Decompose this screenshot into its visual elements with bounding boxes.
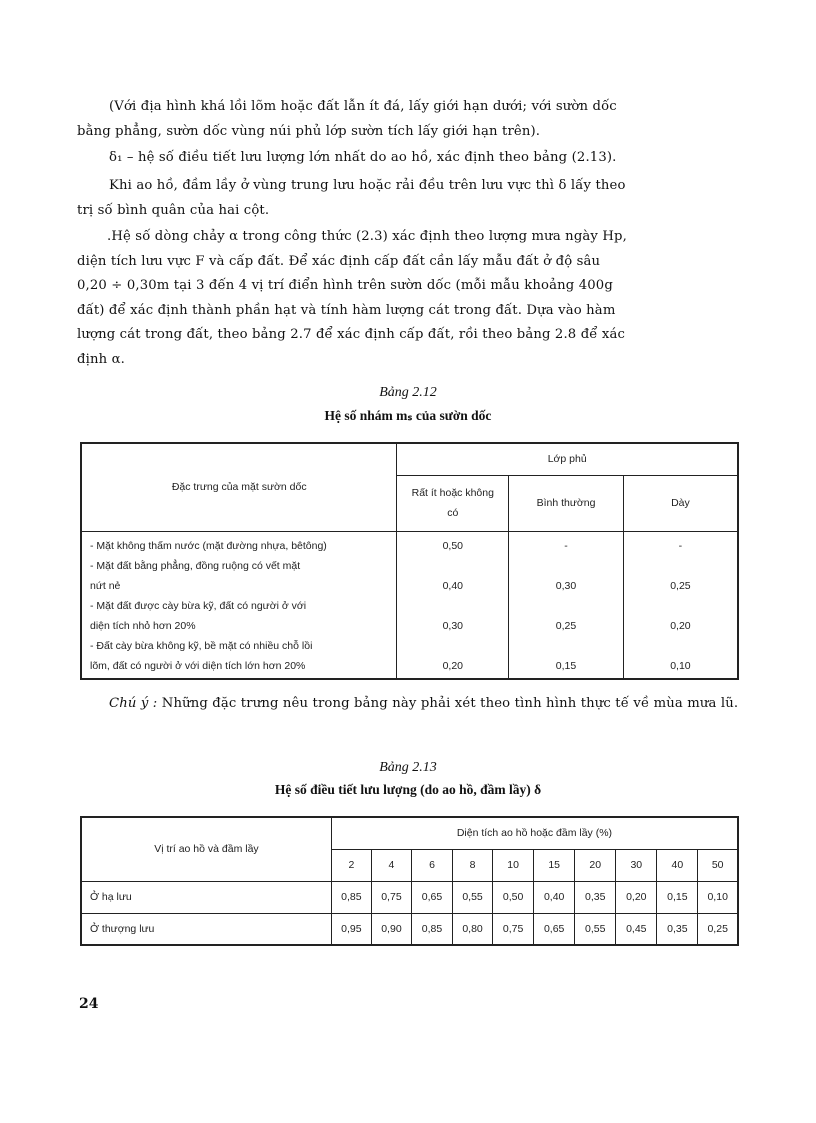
row-position: Ở thượng lưu <box>81 913 331 945</box>
value-cell: 0,20 <box>616 881 657 913</box>
area-header: 30 <box>616 849 657 881</box>
paragraph-soil-limits <box>77 95 739 144</box>
table-13-number: Bảng 2.13 <box>379 760 437 775</box>
value-cell <box>397 636 508 656</box>
value-cell: 0,85 <box>331 881 371 913</box>
page-number: 24 <box>79 996 99 1012</box>
header-position: Vị trí ao hồ và đầm lầy <box>81 817 331 881</box>
value-cell: 0,10 <box>698 881 738 913</box>
value-cell: 0,75 <box>493 913 534 945</box>
area-header: 40 <box>657 849 698 881</box>
feature-line: - Mặt không thấm nước (mặt đường nhựa, bêtông) <box>90 539 327 552</box>
paragraph-average <box>77 174 739 223</box>
feature-line: lõm, đất có người ở với diện tích lớn hơn 20% <box>90 659 306 672</box>
text-line: bằng phẳng, sườn dốc vùng núi phủ lớp sườn tích lấy giới hạn trên). <box>77 123 541 139</box>
value-cell: 0,80 <box>453 913 493 945</box>
text-line: δ₁ – hệ số điều tiết lưu lượng lớn nhất do ao hồ, xác định theo bảng (2.13). <box>109 150 617 165</box>
table-13-title: Hệ số điều tiết lưu lượng (do ao hồ, đầm lầy) δ <box>274 782 542 797</box>
text-line: lượng cát trong đất, theo bảng 2.7 để xác định cấp đất, rồi theo bảng 2.8 để xác <box>77 327 626 342</box>
text-line: trị số bình quân của hai cột. <box>77 202 270 218</box>
value-cell: 0,30 <box>555 579 577 592</box>
value-cell: 0,30 <box>442 619 463 632</box>
value-cell <box>624 636 737 656</box>
values-normal <box>509 531 624 679</box>
value-cell: 0,50 <box>493 881 534 913</box>
note-paragraph <box>77 692 739 717</box>
value-cell: 0,85 <box>411 913 452 945</box>
value-cell: 0,25 <box>670 579 691 592</box>
paragraph-runoff-coefficient <box>77 225 739 372</box>
value-cell: 0,20 <box>670 619 691 632</box>
feature-line: - Mặt đất bằng phẳng, đồng ruộng có vết mặt <box>90 559 301 572</box>
value-cell <box>624 596 737 616</box>
area-header: 10 <box>493 849 534 881</box>
text-line: đất) để xác định thành phần hạt và tính hàm lượng cát trong đất. Dựa vào hàm <box>77 302 616 318</box>
value-cell: - <box>564 539 568 552</box>
feature-line: nứt nẻ <box>90 579 121 592</box>
area-header: 6 <box>411 849 452 881</box>
area-header: 15 <box>534 849 575 881</box>
note-label: Chú ý : <box>109 696 158 711</box>
value-cell: 0,35 <box>657 913 698 945</box>
values-thick <box>623 531 738 679</box>
value-cell: 0,50 <box>442 539 463 552</box>
value-cell: 0,20 <box>442 659 463 672</box>
text-line: định α. <box>77 351 125 367</box>
value-cell: 0,40 <box>442 579 463 592</box>
value-cell <box>509 596 623 616</box>
column-header: Rất ít hoặc không có <box>397 475 509 531</box>
value-cell: 0,65 <box>411 881 452 913</box>
area-header: 8 <box>453 849 493 881</box>
value-cell: 0,25 <box>555 619 577 632</box>
feature-line: diện tích nhỏ hơn 20% <box>90 619 196 632</box>
value-cell <box>509 556 623 576</box>
area-header: 2 <box>331 849 371 881</box>
row-position: Ở hạ lưu <box>81 881 331 913</box>
table-row <box>81 881 738 913</box>
value-cell: 0,15 <box>657 881 698 913</box>
value-cell: 0,90 <box>371 913 411 945</box>
value-cell: 0,40 <box>534 881 575 913</box>
roughness-table <box>80 442 739 680</box>
text-line: diện tích lưu vực F và cấp đất. Để xác định cấp đất cần lấy mẫu đất ở độ sâu <box>77 253 601 269</box>
header-cover: Lớp phủ <box>397 443 738 475</box>
column-header: Bình thường <box>509 475 624 531</box>
value-cell: 0,45 <box>616 913 657 945</box>
value-cell <box>397 596 508 616</box>
column-header: Dày <box>623 475 738 531</box>
feature-line: - Đất cày bừa không kỹ, bề mặt có nhiều chỗ lồi <box>90 639 313 652</box>
value-cell: 0,55 <box>575 913 616 945</box>
value-cell: 0,65 <box>534 913 575 945</box>
value-cell: 0,95 <box>331 913 371 945</box>
header-area: Diện tích ao hồ hoặc đầm lầy (%) <box>331 817 738 849</box>
value-cell: 0,10 <box>670 659 691 672</box>
value-cell <box>624 556 737 576</box>
text-line: Khi ao hồ, đầm lầy ở vùng trung lưu hoặc rải đều trên lưu vực thì δ lấy theo <box>109 178 626 193</box>
value-cell <box>509 636 623 656</box>
table-12-title: Hệ số nhám mₛ của sườn dốc <box>324 408 492 423</box>
table-row <box>81 913 738 945</box>
value-cell <box>397 556 508 576</box>
area-header: 20 <box>575 849 616 881</box>
area-header: 4 <box>371 849 411 881</box>
values-sparse <box>397 531 509 679</box>
value-cell: 0,25 <box>698 913 738 945</box>
table-12-number: Bảng 2.12 <box>379 385 437 400</box>
feature-list <box>81 531 397 679</box>
area-header: 50 <box>698 849 738 881</box>
value-cell: 0,35 <box>575 881 616 913</box>
value-cell: - <box>678 539 683 552</box>
value-cell: 0,15 <box>555 659 577 672</box>
regulation-table <box>80 816 739 946</box>
note-text: Những đặc trưng nêu trong bảng này phải xét theo tình hình thực tế về mùa mưa lũ. <box>161 696 739 711</box>
text-line: 0,20 ÷ 0,30m tại 3 đến 4 vị trí điển hình trên sườn dốc (mỗi mẫu khoảng 400g <box>77 278 613 293</box>
header-feature: Đặc trưng của mặt sườn dốc <box>81 443 397 531</box>
text-line: (Với địa hình khá lồi lõm hoặc đất lẫn ít đá, lấy giới hạn dưới; với sườn dốc <box>109 99 617 114</box>
value-cell: 0,75 <box>371 881 411 913</box>
paragraph-delta1 <box>77 146 739 171</box>
feature-line: - Mặt đất được cày bừa kỹ, đất có người ở với <box>90 599 307 612</box>
text-line: .Hệ số dòng chảy α trong công thức (2.3) xác định theo lượng mưa ngày Hp, <box>107 229 627 244</box>
value-cell: 0,55 <box>453 881 493 913</box>
